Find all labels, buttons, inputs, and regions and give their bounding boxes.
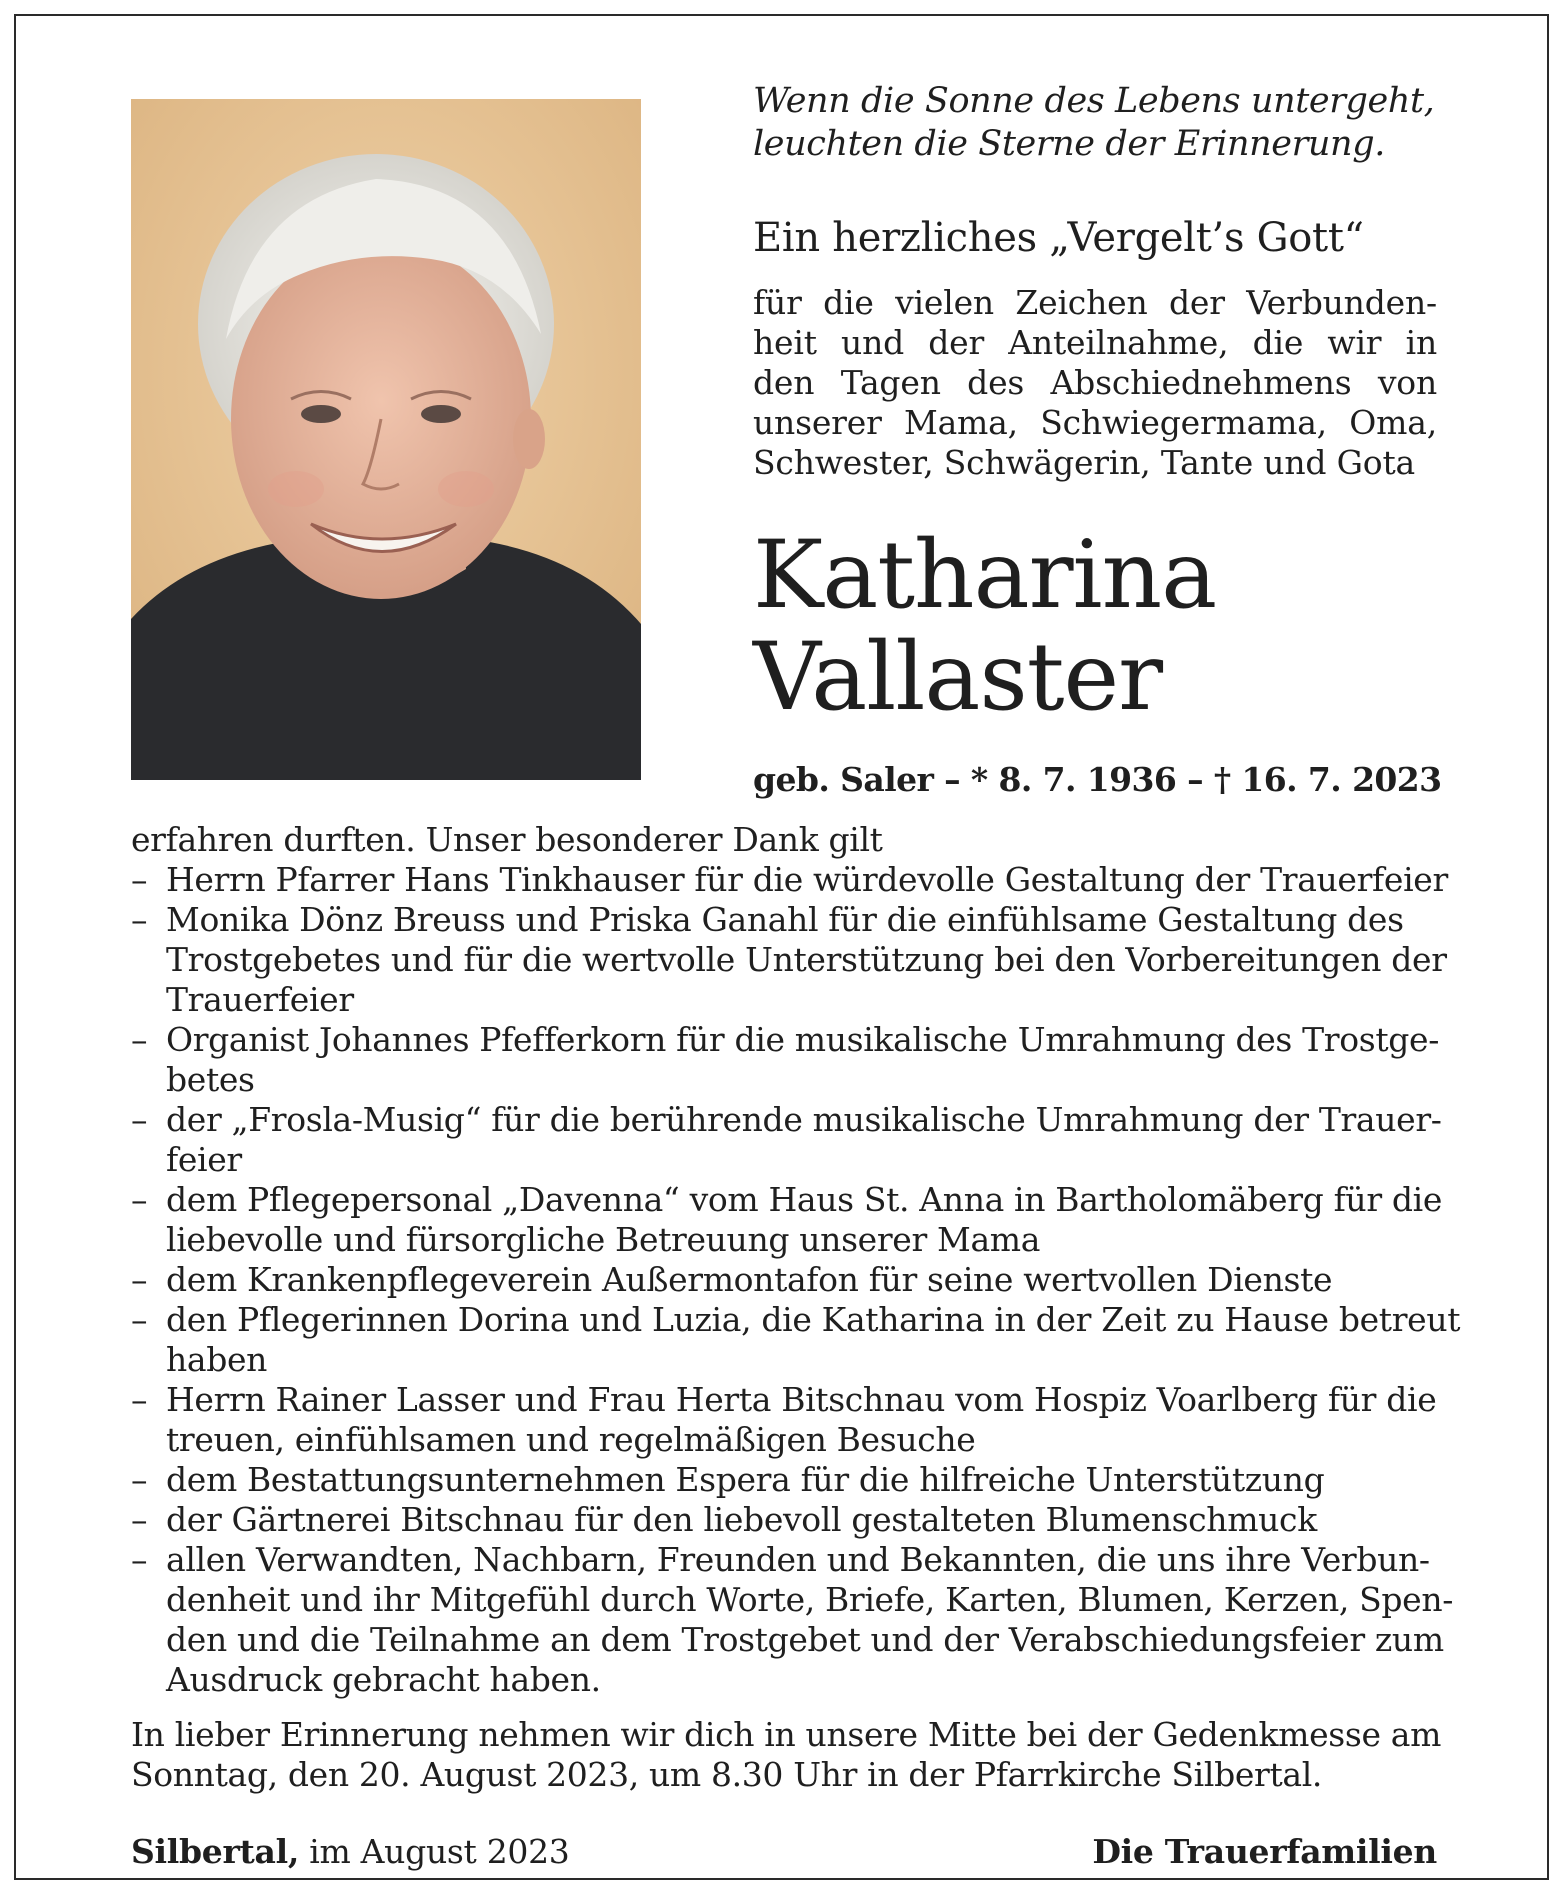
closing-paragraph <box>131 1715 1442 1795</box>
thanks-item-line: Herrn Pfarrer Hans Tinkhauser für die würdevolle Gestaltung der Trauerfeier <box>166 860 1448 899</box>
dash-bullet: – <box>131 1300 148 1339</box>
signature-families: Die Trauerfamilien <box>1092 1832 1437 1871</box>
intro-paragraph <box>753 283 1437 483</box>
thanks-item <box>131 860 1448 900</box>
dash-bullet: – <box>131 1180 148 1219</box>
dash-bullet: – <box>131 1500 148 1539</box>
dash-bullet: – <box>131 900 148 939</box>
dash-bullet: – <box>131 860 148 899</box>
thanks-item <box>131 1300 1461 1380</box>
dash-bullet: – <box>131 1380 148 1419</box>
motto-line: leuchten die Sterne der Erinnerung. <box>753 124 1385 164</box>
thanks-item-line: der „Frosla-Musig“ für die berührende musikalische Umrahmung der Trauer- <box>166 1100 1442 1139</box>
thanks-item-line: dem Bestattungsunternehmen Espera für die hilfreiche Unterstützung <box>166 1460 1325 1499</box>
thanks-item <box>131 1540 1454 1700</box>
thanks-item <box>131 1180 1443 1260</box>
thanks-body <box>131 820 1461 1795</box>
thanks-item-line: Ausdruck gebracht haben. <box>166 1660 601 1699</box>
thanks-item-line: der Gärtnerei Bitschnau für den liebevoll gestalteten Blumenschmuck <box>166 1500 1317 1539</box>
thanks-item <box>131 900 1447 1020</box>
thanks-item <box>131 1500 1437 1540</box>
thanks-heading: Ein herzliches „Vergelt’s Gott“ <box>753 215 1364 261</box>
thanks-item <box>131 1460 1437 1500</box>
thanks-list <box>131 860 1461 1700</box>
thanks-item-line: dem Krankenpflegeverein Außermontafon für seine wertvollen Dienste <box>166 1260 1333 1299</box>
thanks-item <box>131 1100 1442 1180</box>
thanks-item-line: den Pflegerinnen Dorina und Luzia, die Katharina in der Zeit zu Hause betreut <box>166 1300 1461 1339</box>
intro-line: für die vielen Zeichen der Verbunden- <box>753 283 1437 322</box>
closing-line: In lieber Erinnerung nehmen wir dich in unsere Mitte bei der Gedenkmesse am <box>131 1715 1442 1754</box>
footer-date: im August 2023 <box>299 1832 570 1871</box>
motto-line: Wenn die Sonne des Lebens untergeht, <box>753 81 1435 121</box>
dash-bullet: – <box>131 1460 148 1499</box>
thanks-item-line: dem Pflegepersonal „Davenna“ vom Haus St. Anna in Bartholomäberg für die <box>166 1180 1443 1219</box>
dash-bullet: – <box>131 1100 148 1139</box>
thanks-item-line: haben <box>166 1340 268 1379</box>
intro-line: Schwester, Schwägerin, Tante und Gota <box>753 443 1415 482</box>
thanks-item <box>131 1260 1437 1300</box>
thanks-item-line: Monika Dönz Breuss und Priska Ganahl für die einfühlsame Gestaltung des <box>166 900 1404 939</box>
closing-line: Sonntag, den 20. August 2023, um 8.30 Uhr in der Pfarrkirche Silbertal. <box>131 1755 1323 1794</box>
thanks-item-line: Organist Johannes Pfefferkorn für die musikalische Umrahmung des Trostge- <box>166 1020 1440 1059</box>
thanks-item-line: betes <box>166 1060 255 1099</box>
dash-bullet: – <box>131 1540 148 1579</box>
thanks-item <box>131 1020 1440 1100</box>
thanks-item-line: den und die Teilnahme an dem Trostgebet und der Verabschiedungsfeier zum <box>166 1620 1444 1659</box>
deceased-name <box>753 521 1217 732</box>
thanks-item-line: Trauerfeier <box>166 980 354 1019</box>
place: Silbertal, <box>131 1832 300 1871</box>
thanks-item <box>131 1380 1437 1460</box>
intro-line: den Tagen des Abschiednehmens von <box>753 363 1437 402</box>
footer <box>131 1832 1437 1872</box>
portrait-photo <box>131 99 641 780</box>
dash-bullet: – <box>131 1020 148 1059</box>
thanks-item-line: Trostgebetes und für die wertvolle Unterstützung bei den Vorbereitungen der <box>166 940 1447 979</box>
dash-bullet: – <box>131 1260 148 1299</box>
motto <box>753 80 1437 166</box>
thanks-item-line: Herrn Rainer Lasser und Frau Herta Bitschnau vom Hospiz Voarlberg für die <box>166 1380 1437 1419</box>
thanks-opener: erfahren durften. Unser besonderer Dank gilt <box>131 820 883 859</box>
thanks-item-line: liebevolle und fürsorgliche Betreuung unserer Mama <box>166 1220 1041 1259</box>
portrait-illustration <box>131 99 641 780</box>
birth-death-dates: geb. Saler – * 8. 7. 1936 – † 16. 7. 2023 <box>753 760 1442 799</box>
thanks-item-line: denheit und ihr Mitgefühl durch Worte, Briefe, Karten, Blumen, Kerzen, Spen- <box>166 1580 1454 1619</box>
intro-line: unserer Mama, Schwiegermama, Oma, <box>753 403 1437 442</box>
thanks-item-line: feier <box>166 1140 242 1179</box>
intro-line: heit und der Anteilnahme, die wir in <box>753 323 1437 362</box>
first-name: Katharina <box>753 521 1217 630</box>
motto-block <box>753 80 1437 166</box>
thanks-item-line: allen Verwandten, Nachbarn, Freunden und Bekannten, die uns ihre Verbun- <box>166 1540 1430 1579</box>
thanks-item-line: treuen, einfühlsamen und regelmäßigen Besuche <box>166 1420 976 1459</box>
last-name: Vallaster <box>753 623 1163 732</box>
